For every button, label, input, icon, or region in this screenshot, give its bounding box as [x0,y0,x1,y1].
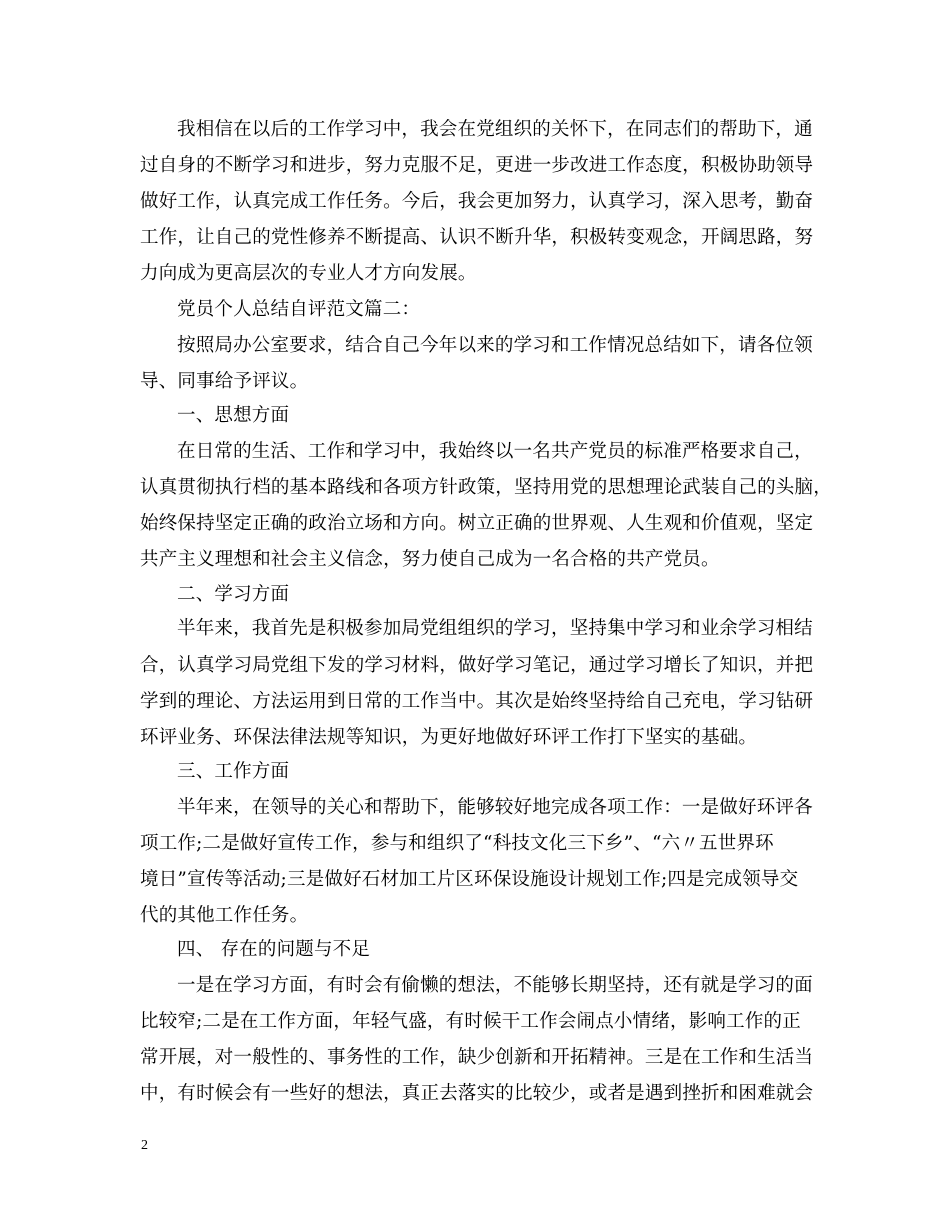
text-line: 半年来，我首先是积极参加局党组组织的学习，坚持集中学习和业余学习相结 [177,618,813,639]
section-heading: 一、思想方面 [177,405,290,426]
text-line: 认真贯彻执行档的基本路线和各项方针政策，坚持用党的思想理论武装自己的头脑， [140,477,832,498]
section-heading: 三、工作方面 [177,761,290,782]
text-line: 境日”宣传等活动;三是做好石材加工片区环保设施设计规划工作;四是完成领导交 [140,869,799,890]
text-line: 在日常的生活、工作和学习中，我始终以一名共产党员的标准严格要求自己， [177,441,813,462]
text-line: 工作，让自己的党性修养不断提高、认识不断升华，积极转变观念，开阔思路，努 [140,227,814,248]
text-line: 半年来，在领导的关心和帮助下，能够较好地完成各项工作：一是做好环评各 [177,797,813,818]
text-line: 共产主义理想和社会主义信念，努力使自己成为一名合格的共产党员。 [140,549,720,570]
text-line: 常开展，对一般性的、事务性的工作，缺少创新和开拓精神。三是在工作和生活当 [140,1047,814,1068]
text-line: 我相信在以后的工作学习中，我会在党组织的关怀下，在同志们的帮助下，通 [177,119,813,140]
text-line: 力向成为更高层次的专业人才方向发展。 [140,263,477,284]
section-title: 党员个人总结自评范文篇二： [177,299,421,320]
page-number: 2 [141,1138,148,1153]
text-line: 导、同事给予评议。 [140,371,309,392]
text-line: 中，有时候会有一些好的想法，真正去落实的比较少，或者是遇到挫折和困难就会 [140,1083,814,1104]
section-heading: 二、学习方面 [177,584,290,605]
text-line: 做好工作，认真完成工作任务。今后，我会更加努力，认真学习，深入思考，勤奋 [140,191,814,212]
text-line: 比较窄;二是在工作方面，年轻气盛，有时候干工作会闹点小情绪，影响工作的正 [140,1011,801,1032]
text-line: 按照局办公室要求，结合自己今年以来的学习和工作情况总结如下，请各位领 [177,335,813,356]
text-line: 代的其他工作任务。 [140,905,309,926]
text-line: 学到的理论、方法运用到日常的工作当中。其次是始终坚持给自己充电，学习钻研 [140,691,814,712]
text-line: 项工作;二是做好宣传工作，参与和组织了“科技文化三下乡”、“六〃五世界环 [140,833,774,854]
text-line: 过自身的不断学习和进步，努力克服不足，更进一步改进工作态度，积极协助领导 [140,155,814,176]
text-line: 环评业务、环保法律法规等知识，为更好地做好环评工作打下坚实的基础。 [140,727,758,748]
text-line: 合，认真学习局党组下发的学习材料，做好学习笔记，通过学习增长了知识，并把 [140,655,814,676]
text-line: 始终保持坚定正确的政治立场和方向。树立正确的世界观、人生观和价值观，坚定 [140,513,814,534]
section-heading: 四、 存在的问题与不足 [177,939,371,960]
text-line: 一是在学习方面，有时会有偷懒的想法，不能够长期坚持，还有就是学习的面 [177,975,813,996]
